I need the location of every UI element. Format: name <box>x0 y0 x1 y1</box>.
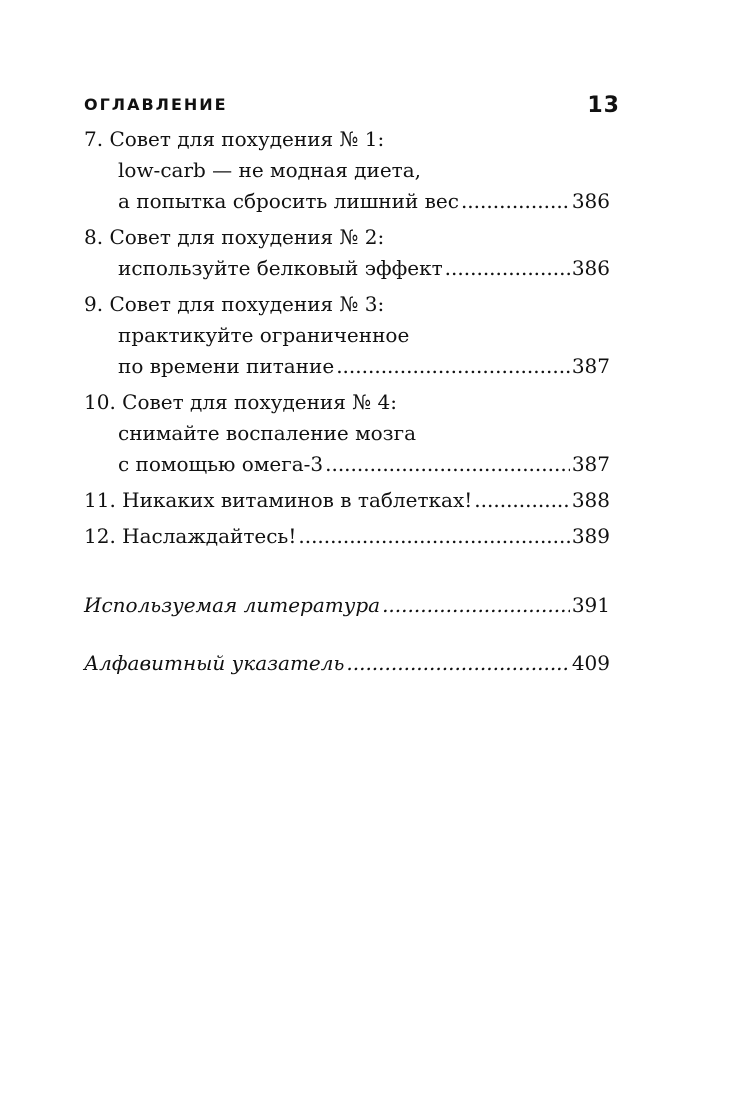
toc-entry[interactable] <box>84 485 610 516</box>
toc-entry-subline: а попытка сбросить лишний вес <box>118 189 459 213</box>
toc-entry-leader-line <box>84 253 610 284</box>
toc-entry-heading: 7. Совет для похудения № 1: <box>84 127 385 151</box>
table-of-contents <box>84 124 610 684</box>
toc-back-matter-entry[interactable] <box>84 590 610 621</box>
toc-entry-heading: 9. Совет для похудения № 3: <box>84 292 385 316</box>
toc-entry[interactable] <box>84 222 610 284</box>
dot-leader <box>474 485 570 516</box>
toc-entry-leader-line <box>84 449 610 480</box>
toc-entry[interactable] <box>84 289 610 382</box>
toc-page-number: 387 <box>571 452 610 476</box>
toc-page-number: 391 <box>571 593 610 617</box>
toc-entry-subline: практикуйте ограниченное <box>118 323 410 347</box>
page-number: 13 <box>587 93 620 118</box>
toc-entry-leader-line <box>84 590 610 621</box>
toc-entry-leader-line <box>84 648 610 679</box>
toc-page-number: 409 <box>571 651 610 675</box>
toc-back-matter-entry[interactable] <box>84 648 610 679</box>
dot-leader <box>336 351 570 382</box>
toc-entry-subline: по времени питание <box>118 354 335 378</box>
dot-leader <box>461 186 570 217</box>
toc-page-number: 388 <box>571 488 610 512</box>
dot-leader <box>298 521 569 552</box>
toc-page-number: 389 <box>571 524 610 548</box>
section-title: ОГЛАВЛЕНИЕ <box>84 95 228 114</box>
toc-entry-heading: 8. Совет для похудения № 2: <box>84 225 385 249</box>
toc-entry-leader-line <box>84 351 610 382</box>
toc-entry-heading: 11. Никаких витаминов в таблетках! <box>84 488 473 512</box>
toc-page-number: 386 <box>571 189 610 213</box>
toc-entry-heading: 10. Совет для похудения № 4: <box>84 390 397 414</box>
dot-leader <box>382 590 570 621</box>
dot-leader <box>445 253 570 284</box>
index-title: Алфавитный указатель <box>84 651 345 675</box>
running-header <box>84 88 620 118</box>
toc-entry-leader-line <box>84 485 610 516</box>
toc-page-number: 386 <box>571 256 610 280</box>
toc-entry-subline: снимайте воспаление мозга <box>118 421 416 445</box>
references-title: Используемая литература <box>84 593 381 617</box>
toc-entry[interactable] <box>84 124 610 217</box>
toc-entry-subline: с помощью омега-3 <box>118 452 324 476</box>
toc-entry[interactable] <box>84 387 610 480</box>
toc-entry-leader-line <box>84 186 610 217</box>
toc-entry-subline: используйте белковый эффект <box>118 256 443 280</box>
toc-entry-heading: 12. Наслаждайтесь! <box>84 524 297 548</box>
dot-leader <box>325 449 570 480</box>
toc-entry-subline: low-carb — не модная диета, <box>118 158 422 182</box>
dot-leader <box>346 648 569 679</box>
toc-entry-leader-line <box>84 521 610 552</box>
toc-entry[interactable] <box>84 521 610 552</box>
toc-page-number: 387 <box>571 354 610 378</box>
